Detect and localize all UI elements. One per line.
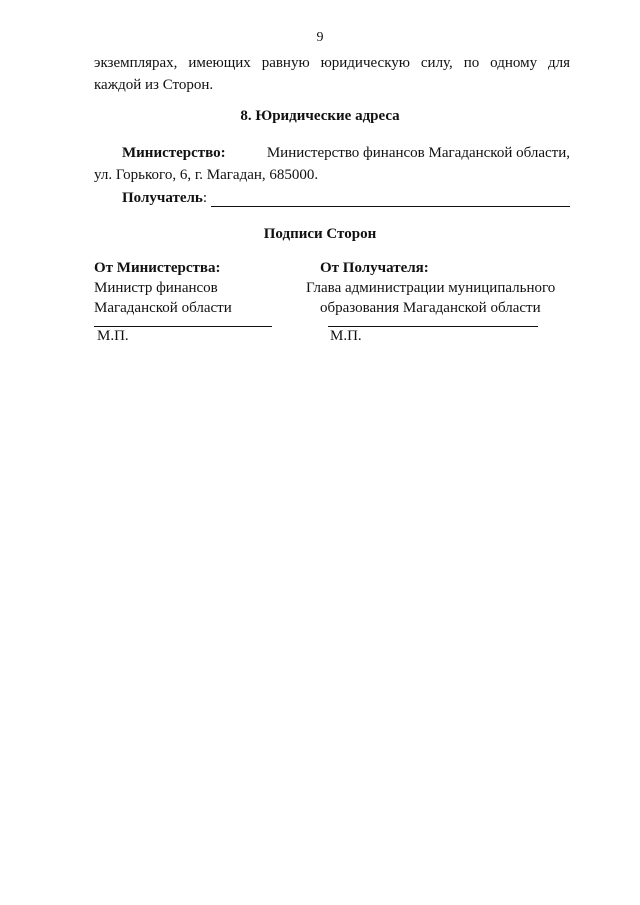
ministry-address-line-2: ул. Горького, 6, г. Магадан, 685000. <box>94 167 319 183</box>
stamp-label-recipient: М.П. <box>330 328 362 344</box>
signature-block-recipient <box>306 258 580 318</box>
signature-line-ministry <box>94 326 272 327</box>
ministry-label: Министерство: <box>122 145 226 161</box>
section-heading-legal-addresses: 8. Юридические адреса <box>240 108 400 124</box>
signature-from-ministry: От Министерства: <box>94 260 221 276</box>
recipient-blank-field <box>211 192 570 207</box>
signature-from-recipient: От Получателя: <box>320 260 429 276</box>
recipient-label: Получатель <box>122 190 203 206</box>
recipient-line <box>122 190 570 207</box>
signature-ministry-title-line-1: Министр финансов <box>94 280 218 296</box>
signature-recipient-title-line-2: образования Магаданской области <box>320 300 541 316</box>
stamp-label-ministry: М.П. <box>97 328 129 344</box>
continuation-paragraph: экземплярах, имеющих равную юридическую силу, по одному для каждой из Сторон. <box>94 55 570 93</box>
ministry-address-line-1 <box>94 142 570 164</box>
recipient-colon: : <box>202 190 208 206</box>
signature-block-ministry <box>94 258 294 318</box>
signatures-heading: Подписи Сторон <box>263 226 377 242</box>
page-number: 9 <box>316 30 324 45</box>
signature-recipient-title-line-1: Глава администрации муниципального <box>306 280 556 296</box>
signature-ministry-title-line-2: Магаданской области <box>94 300 232 316</box>
ministry-address-block <box>94 142 570 186</box>
ministry-name: Министерство финансов Магаданской области, <box>266 145 570 161</box>
signature-line-recipient <box>328 326 538 327</box>
